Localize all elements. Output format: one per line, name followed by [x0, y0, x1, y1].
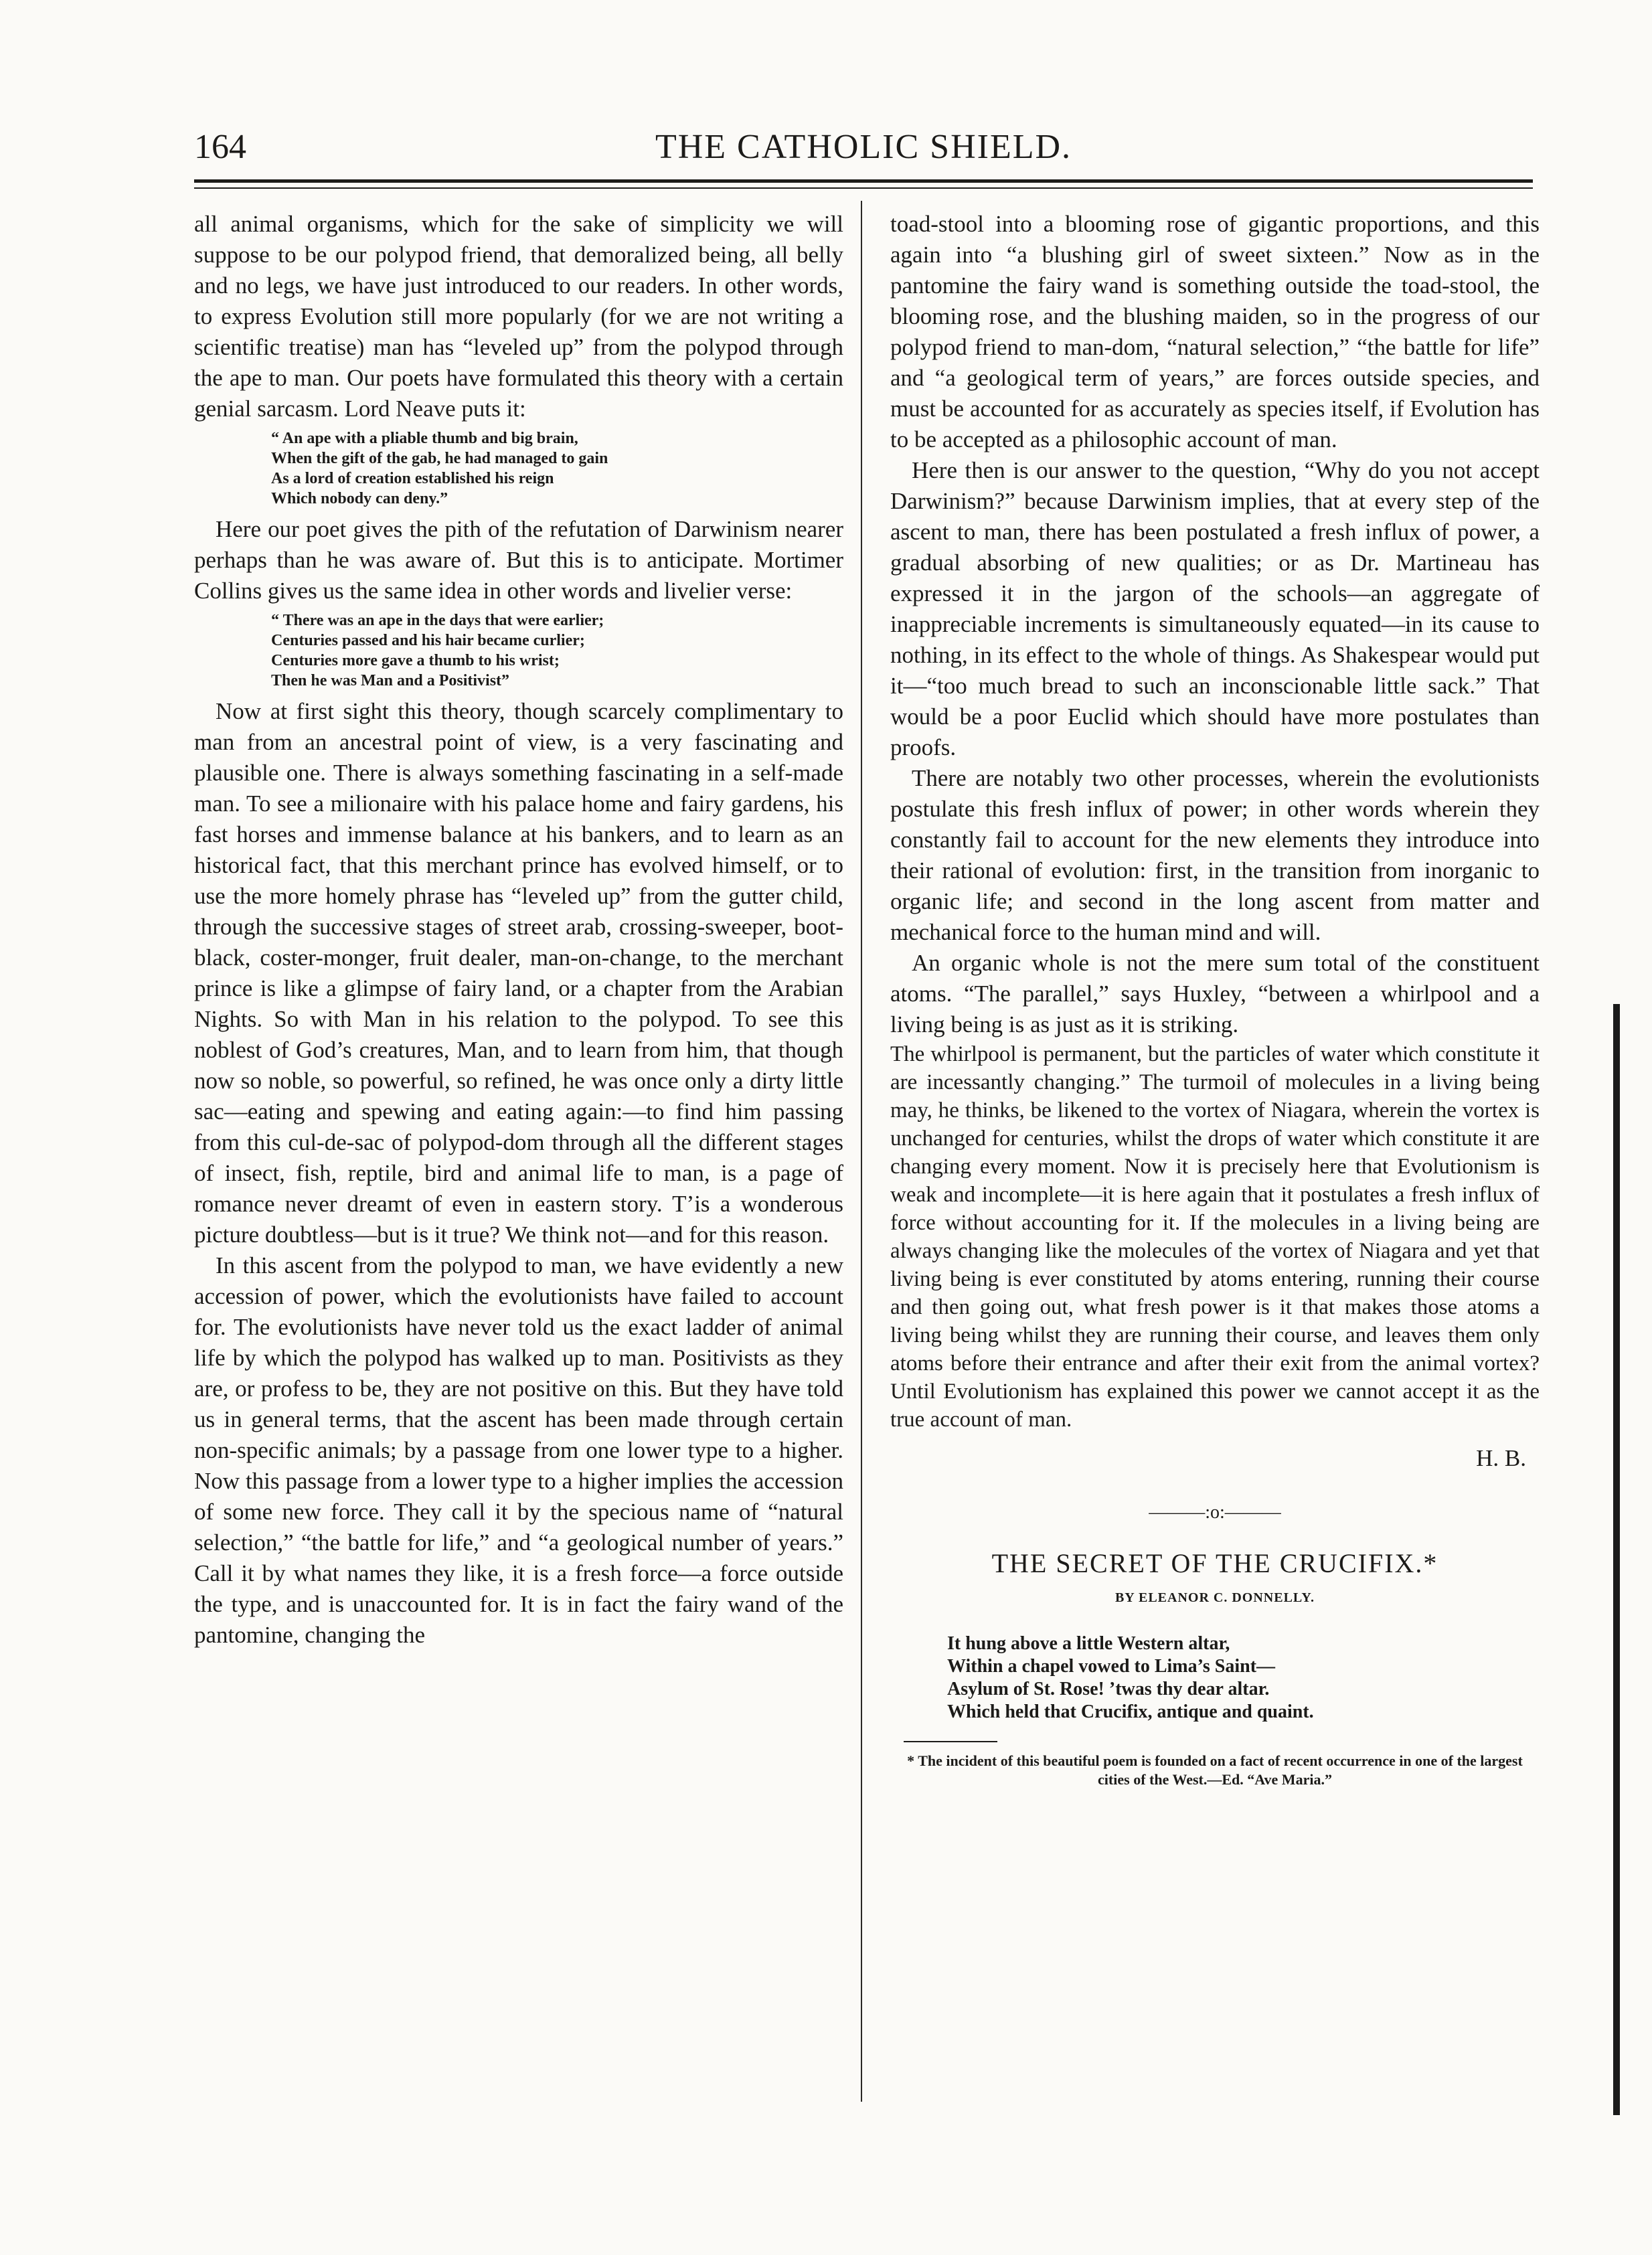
footnote: * The incident of this beautiful poem is founded on a fact of recent occurrence in one of the largest cities of the West.—Ed. “Ave Maria.” [907, 1752, 1523, 1788]
column-divider [861, 201, 862, 2102]
paragraph: The whirlpool is permanent, but the particles of water which constitute it are incessantly changing.” The turmoil of molecules in a living being may, he thinks, be likened to the vortex of Niagara, wherein the vortex is unchanged for centuries, whilst the drops of water which constitute it are changing every moment. Now it is precisely here that Evolutionism is weak and incomplete—it is here again that it postulates a fresh influx of force without accounting for it. If the molecules in a living being are always changing like the molecules of the vortex of Niagara and yet that living being is ever constituted by atoms entering, running their course and then going out, what fresh power is it that makes those atoms a living being whilst they are running their course, and leaves them only atoms before their entrance and after their exit from the animal vortex? Until Evolutionism has explained this power we cannot accept it as the true account of man. [890, 1042, 1540, 1432]
paragraph: Here then is our answer to the question, “Why do you not accept Darwinism?” because Darwinism implies, that at every step of the ascent to man, there has been postulated a fresh influx of power, a gradual absorbing of new qualities; or as Dr. Martineau has expressed it in the jargon of the schools—an aggregate of inappreciable increments is simultaneously equated—in its cause to nothing, in its effect to the whole of things. As Shakespear would put it—“too much bread to such an inconscionable little sack.” That would be a poor Euclid which should have more postulates than proofs. [890, 457, 1540, 760]
verse-line: “ There was an ape in the days that were earlier; [271, 612, 604, 629]
poem-stanza [947, 1633, 1540, 1724]
paragraph: An organic whole is not the mere sum total of the constituent atoms. “The parallel,” says Huxley, “between a whirlpool and a living being is as just as it is striking. [890, 950, 1540, 1037]
verse-line: Which nobody can deny.” [271, 490, 448, 507]
verse-line: When the gift of the gab, he had managed to gain [271, 450, 608, 467]
verse-line: “ An ape with a pliable thumb and big brain, [271, 430, 578, 447]
poem-line: Within a chapel vowed to Lima’s Saint— [947, 1656, 1276, 1677]
header-rule-thin [194, 187, 1533, 189]
paragraph: Now at first sight this theory, though scarcely complimentary to man from an ancestral point of view, is a very fascinating and plausible one. There is always something fascinating in a self-made man. To see a milionaire with his palace home and fairy gardens, his fast horses and immense balance at his bankers, and to learn as an historical fact, that this merchant prince has evolved himself, or to use the more homely phrase has “leveled up” from the gutter child, through the successive stages of street arab, crossing-sweeper, boot-black, coster-monger, fruit dealer, man-on-change, to the merchant prince is like a glimpse of fairy land, or a chapter from the Arabian Nights. So with Man in his relation to the polypod. To see this noblest of God’s creatures, Man, and to learn from him, that though now so noble, so powerful, so refined, he was once only a dirty little sac—eating and spewing and eating again:—to find him passing from this cul-de-sac of polypod-dom through all the different stages of insect, fish, reptile, bird and animal life to man, is a page of romance never dreamt of even in eastern story. T’is a wonderous picture doubtless—but is it true? We think not—and for this reason. [194, 698, 843, 1248]
page-header [194, 120, 1533, 174]
paragraph: There are notably two other processes, wherein the evolutionists postulate this fresh influx of power; in other words wherein they constantly fail to account for the new elements they introduce into their rational of evolution: first, in the transition from inorganic to organic life; and second in the long ascent from matter and mechanical force to the human mind and will. [890, 765, 1540, 945]
poem-line: Asylum of St. Rose! ’twas thy dear altar. [947, 1679, 1270, 1699]
poem-line: Which held that Crucifix, antique and quaint. [947, 1701, 1314, 1722]
poem-line: It hung above a little Western altar, [947, 1633, 1230, 1654]
verse-line: Centuries more gave a thumb to his wrist; [271, 652, 560, 669]
verse-line: As a lord of creation established his reign [271, 470, 554, 487]
verse-quote-neave [271, 428, 843, 509]
right-column [890, 209, 1540, 1789]
section-separator: ———:o:——— [1149, 1502, 1281, 1523]
paragraph: In this ascent from the polypod to man, we have evidently a new accession of power, which the evolutionists have failed to account for. The evolutionists have never told us the exact ladder of animal life by which the polypod has walked up to man. Positivists as they are, or profess to be, they are not positive on this. But they have told us in general terms, that the ascent has been made through certain non-specific animals; by a passage from one lower type to a higher. Now this passage from a lower type to a higher implies the accession of some new force. They call it by the specious name of “natural selection,” “the battle for life,” and “a geological number of years.” Call it by what names they like, it is a fresh force—a force outside the type, and is unaccounted for. It is in fact the fairy wand of the pantomine, changing the [194, 1252, 843, 1648]
footnote-rule [904, 1741, 997, 1742]
verse-quote-collins [271, 610, 843, 691]
paragraph: all animal organisms, which for the sake of simplicity we will suppose to be our polypod friend, that demoralized being, all belly and no legs, we have just introduced to our readers. In other words, to express Evolution still more popularly (for we are not writing a scientific treatise) man has “leveled up” from the polypod through the ape to man. Our poets have formulated this theory with a certain genial sarcasm. Lord Neave puts it: [194, 211, 843, 422]
page-number: 164 [194, 128, 246, 166]
paragraph: toad-stool into a blooming rose of gigantic proportions, and this again into “a blushing girl of sweet sixteen.” Now as in the pantomine the fairy wand is something outside the toad-stool, the blooming rose, and the blushing maiden, so in the progress of our polypod friend to man-dom, “natural selection,” “the battle for life” and “a geological term of years,” are forces outside species, and must be accounted for as accurately as species itself, if Evolution has to be accepted as a philosophic account of man. [890, 211, 1540, 452]
header-rule [194, 179, 1533, 183]
poem-byline: BY ELEANOR C. DONNELLY. [1114, 1590, 1315, 1605]
page-edge-mark [1613, 1004, 1620, 2115]
poem-title: THE SECRET OF THE CRUCIFIX.* [991, 1548, 1438, 1578]
left-column [194, 209, 843, 1651]
paragraph: Here our poet gives the pith of the refutation of Darwinism nearer perhaps than he was aware of. But this is to anticipate. Mortimer Collins gives us the same idea in other words and livelier verse: [194, 516, 843, 604]
verse-line: Then he was Man and a Positivist” [271, 672, 510, 689]
running-head: THE CATHOLIC SHIELD. [655, 128, 1072, 166]
author-signature: H. B. [1476, 1445, 1526, 1471]
verse-line: Centuries passed and his hair became curlier; [271, 632, 585, 649]
